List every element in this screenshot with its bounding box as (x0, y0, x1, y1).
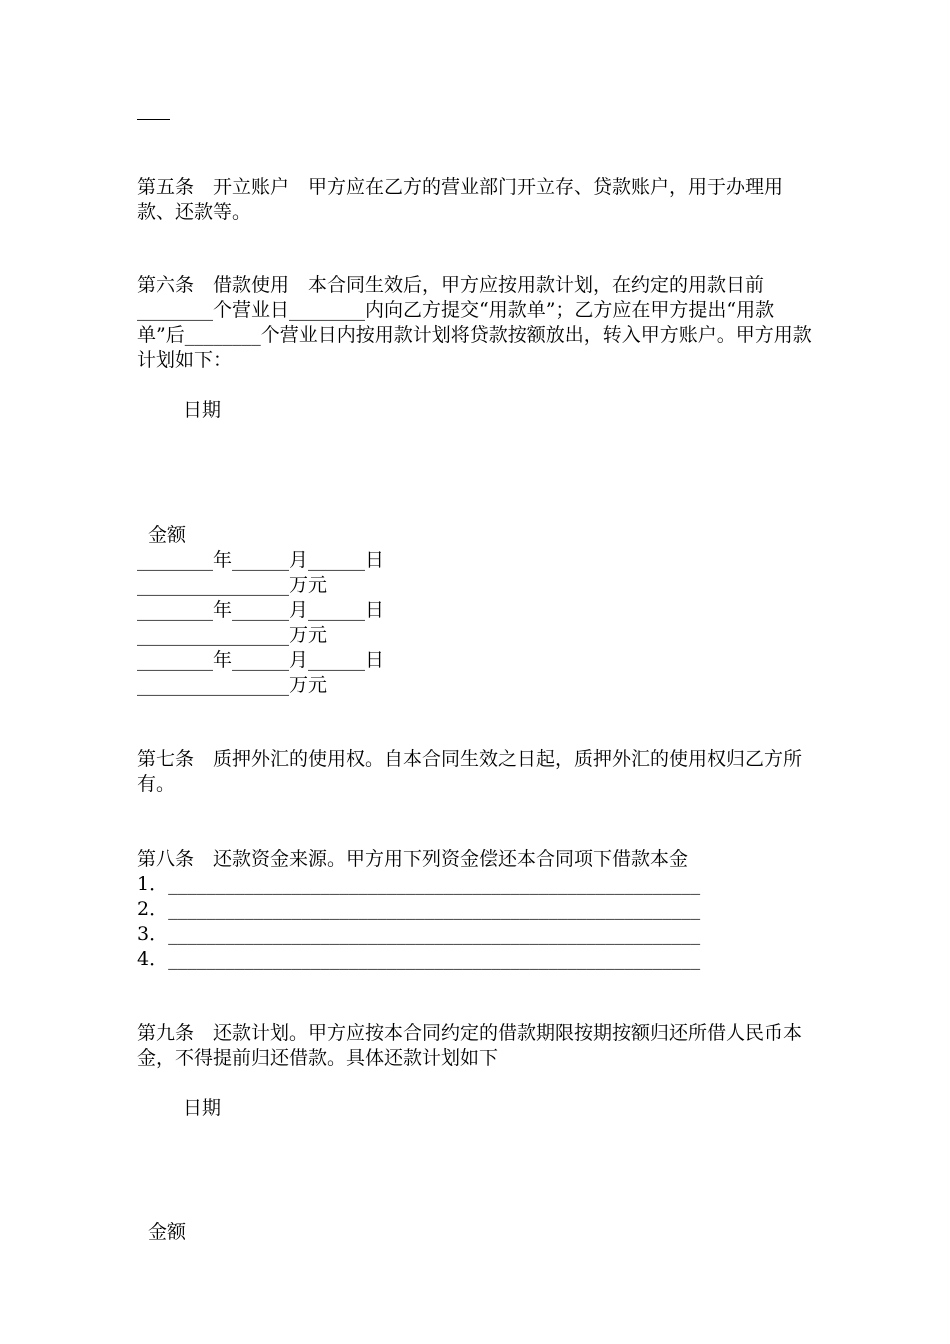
article-8-item: 1．________________________________________________________ (137, 873, 701, 895)
plan2-date-label: 日期 (183, 1097, 222, 1119)
article-6: 第六条 借款使用 本合同生效后，甲方应按用款计划，在约定的用款日前________个营业日________内向乙方提交“用款单”；乙方应在甲方提出“用款单”后________个营业日内按用款计划将贷款按额放出，转入甲方账户。甲方用款计划如下： (137, 274, 812, 371)
plan1-date-label: 日期 (183, 399, 222, 421)
article-8-item: 2．________________________________________________________ (137, 898, 701, 920)
article-8-item: 3．________________________________________________________ (137, 923, 701, 945)
plan1-amount-label: 金额 (148, 524, 187, 546)
plan1-row: ________________万元 (137, 624, 328, 646)
article-5: 第五条 开立账户 甲方应在乙方的营业部门开立存、贷款账户，用于办理用款、还款等。 (137, 176, 784, 223)
article-7: 第七条 质押外汇的使用权。自本合同生效之日起，质押外汇的使用权归乙方所有。 (137, 748, 803, 795)
top-rule (137, 119, 170, 120)
article-8-title: 第八条 还款资金来源。甲方用下列资金偿还本合同项下借款本金 (137, 848, 689, 870)
plan1-row: ________________万元 (137, 674, 328, 696)
plan1-row: ________年______月______日 (137, 599, 385, 621)
article-8-item: 4．________________________________________________________ (137, 948, 701, 970)
article-9: 第九条 还款计划。甲方应按本合同约定的借款期限按期按额归还所借人民币本金，不得提前归还借款。具体还款计划如下 (137, 1022, 803, 1069)
plan1-row: ________________万元 (137, 574, 328, 596)
plan1-row: ________年______月______日 (137, 649, 385, 671)
plan2-amount-label: 金额 (148, 1221, 187, 1243)
plan1-row: ________年______月______日 (137, 549, 385, 571)
